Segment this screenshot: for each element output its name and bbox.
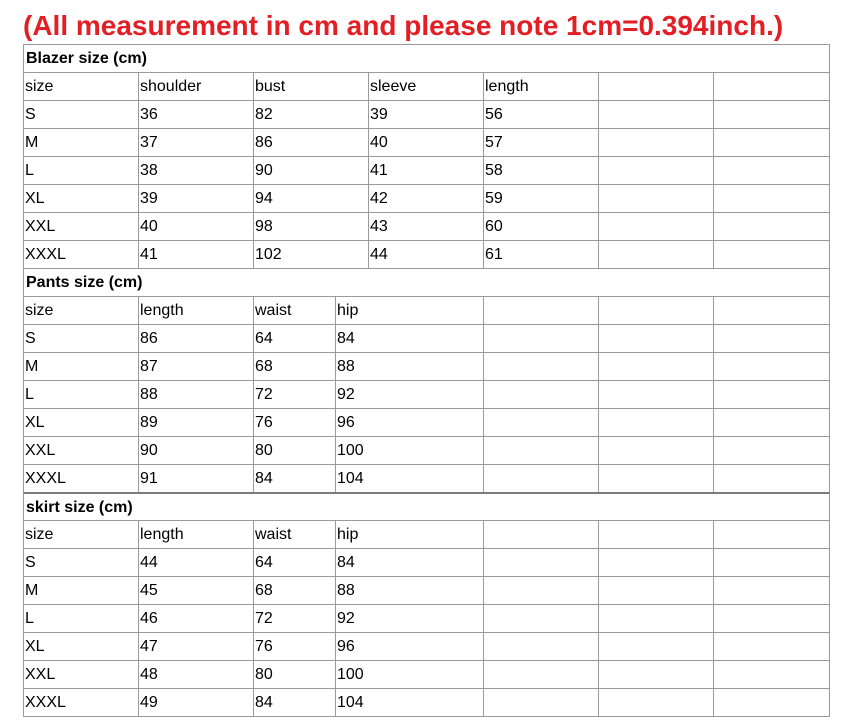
- table-cell: [598, 128, 713, 156]
- table-cell: [598, 464, 713, 492]
- table-cell: 48: [138, 660, 253, 688]
- table-cell: [713, 212, 830, 240]
- table-row: [23, 688, 830, 716]
- table-cell: 68: [253, 576, 335, 604]
- table-header-row: [23, 296, 830, 324]
- table-cell: 44: [368, 240, 483, 268]
- table-cell: [598, 408, 713, 436]
- pants-size-table: [23, 268, 830, 492]
- blazer-size-table: [23, 44, 830, 268]
- table-cell: 84: [335, 324, 483, 352]
- table-cell: 43: [368, 212, 483, 240]
- table-cell: waist: [253, 296, 335, 324]
- table-cell: 88: [335, 576, 483, 604]
- table-cell: 64: [253, 548, 335, 576]
- table-bottom-border: [23, 716, 830, 717]
- table-cell: [713, 296, 830, 324]
- table-cell: [598, 604, 713, 632]
- table-cell: 60: [483, 212, 598, 240]
- table-cell: [713, 156, 830, 184]
- table-cell: XL: [23, 184, 138, 212]
- table-cell: 104: [335, 464, 483, 492]
- table-cell: 90: [138, 436, 253, 464]
- table-header-row: [23, 520, 830, 548]
- table-row: [23, 408, 830, 436]
- table-cell: 80: [253, 660, 335, 688]
- table-cell: 76: [253, 632, 335, 660]
- table-cell: [598, 296, 713, 324]
- table-cell: size: [23, 520, 138, 548]
- table-cell: shoulder: [138, 72, 253, 100]
- table-cell: 47: [138, 632, 253, 660]
- table-cell: 40: [368, 128, 483, 156]
- table-cell: length: [483, 72, 598, 100]
- table-cell: 96: [335, 632, 483, 660]
- table-cell: [713, 548, 830, 576]
- table-cell: length: [138, 520, 253, 548]
- table-cell: [713, 464, 830, 492]
- table-cell: [598, 548, 713, 576]
- table-cell: 72: [253, 380, 335, 408]
- table-cell: 100: [335, 660, 483, 688]
- table-cell: 100: [335, 436, 483, 464]
- table-cell: [713, 660, 830, 688]
- table-cell: [598, 240, 713, 268]
- table-cell: [598, 380, 713, 408]
- table-cell: M: [23, 352, 138, 380]
- table-cell: length: [138, 296, 253, 324]
- table-cell: 89: [138, 408, 253, 436]
- table-cell: [713, 604, 830, 632]
- table-cell: [483, 324, 598, 352]
- table-row: [23, 576, 830, 604]
- table-row: [23, 660, 830, 688]
- table-cell: 39: [368, 100, 483, 128]
- table-cell: [713, 408, 830, 436]
- table-row: [23, 548, 830, 576]
- table-cell: 84: [253, 688, 335, 716]
- table-cell: 36: [138, 100, 253, 128]
- table-row: [23, 464, 830, 492]
- table-row: [23, 380, 830, 408]
- section-title: skirt size (cm): [23, 492, 830, 520]
- table-cell: [483, 464, 598, 492]
- table-cell: [713, 436, 830, 464]
- table-cell: S: [23, 548, 138, 576]
- table-cell: [713, 688, 830, 716]
- table-cell: [713, 100, 830, 128]
- section-title: Blazer size (cm): [23, 44, 830, 72]
- table-cell: [713, 240, 830, 268]
- table-row: [23, 324, 830, 352]
- table-row: [23, 184, 830, 212]
- table-cell: [598, 660, 713, 688]
- table-cell: 92: [335, 380, 483, 408]
- table-cell: [598, 576, 713, 604]
- table-cell: 94: [253, 184, 368, 212]
- table-cell: 91: [138, 464, 253, 492]
- table-cell: [713, 576, 830, 604]
- table-row: [23, 100, 830, 128]
- table-cell: [483, 688, 598, 716]
- table-cell: [483, 576, 598, 604]
- table-cell: XXL: [23, 660, 138, 688]
- table-cell: XXL: [23, 436, 138, 464]
- table-cell: 88: [138, 380, 253, 408]
- table-cell: 90: [253, 156, 368, 184]
- skirt-size-table: [23, 492, 830, 716]
- table-cell: [713, 352, 830, 380]
- table-cell: S: [23, 324, 138, 352]
- table-cell: [483, 352, 598, 380]
- table-cell: M: [23, 576, 138, 604]
- table-cell: [713, 184, 830, 212]
- table-cell: [713, 128, 830, 156]
- table-cell: 98: [253, 212, 368, 240]
- table-row: [23, 212, 830, 240]
- table-cell: 102: [253, 240, 368, 268]
- table-cell: 104: [335, 688, 483, 716]
- table-row: [23, 240, 830, 268]
- table-cell: [483, 604, 598, 632]
- table-cell: 96: [335, 408, 483, 436]
- table-cell: M: [23, 128, 138, 156]
- table-cell: [483, 380, 598, 408]
- table-cell: [598, 184, 713, 212]
- table-cell: XXL: [23, 212, 138, 240]
- table-cell: [598, 72, 713, 100]
- table-cell: XXXL: [23, 240, 138, 268]
- table-cell: 42: [368, 184, 483, 212]
- table-cell: [713, 72, 830, 100]
- section-title: Pants size (cm): [23, 268, 830, 296]
- table-cell: 68: [253, 352, 335, 380]
- table-cell: [598, 688, 713, 716]
- table-cell: 80: [253, 436, 335, 464]
- table-cell: [598, 212, 713, 240]
- table-cell: [483, 408, 598, 436]
- table-row: [23, 156, 830, 184]
- table-cell: 64: [253, 324, 335, 352]
- table-cell: [713, 380, 830, 408]
- table-cell: [598, 100, 713, 128]
- table-cell: 86: [253, 128, 368, 156]
- table-cell: 44: [138, 548, 253, 576]
- table-cell: [483, 660, 598, 688]
- table-cell: 88: [335, 352, 483, 380]
- table-cell: 84: [253, 464, 335, 492]
- table-cell: sleeve: [368, 72, 483, 100]
- table-cell: 84: [335, 548, 483, 576]
- table-cell: [598, 520, 713, 548]
- table-cell: [713, 324, 830, 352]
- table-cell: bust: [253, 72, 368, 100]
- table-cell: 92: [335, 604, 483, 632]
- table-cell: [713, 632, 830, 660]
- table-cell: [598, 436, 713, 464]
- table-cell: 61: [483, 240, 598, 268]
- table-cell: 41: [368, 156, 483, 184]
- table-cell: 72: [253, 604, 335, 632]
- table-row: [23, 128, 830, 156]
- table-cell: size: [23, 72, 138, 100]
- page-title: (All measurement in cm and please note 1cm=0.394inch.): [23, 10, 784, 41]
- table-cell: 46: [138, 604, 253, 632]
- table-cell: [483, 632, 598, 660]
- table-cell: [483, 548, 598, 576]
- table-row: [23, 436, 830, 464]
- table-cell: [483, 520, 598, 548]
- table-cell: XL: [23, 632, 138, 660]
- table-cell: waist: [253, 520, 335, 548]
- table-cell: 87: [138, 352, 253, 380]
- table-cell: [598, 632, 713, 660]
- table-row: [23, 352, 830, 380]
- table-row: [23, 604, 830, 632]
- table-cell: 40: [138, 212, 253, 240]
- table-cell: L: [23, 380, 138, 408]
- table-cell: 86: [138, 324, 253, 352]
- table-cell: 39: [138, 184, 253, 212]
- table-cell: XXXL: [23, 688, 138, 716]
- table-cell: [598, 156, 713, 184]
- size-chart-sheet: [23, 44, 830, 717]
- table-cell: S: [23, 100, 138, 128]
- table-cell: [598, 324, 713, 352]
- table-cell: 41: [138, 240, 253, 268]
- table-header-row: [23, 72, 830, 100]
- table-cell: 82: [253, 100, 368, 128]
- table-cell: L: [23, 604, 138, 632]
- table-cell: 59: [483, 184, 598, 212]
- table-cell: L: [23, 156, 138, 184]
- table-cell: 56: [483, 100, 598, 128]
- table-cell: 45: [138, 576, 253, 604]
- table-cell: [483, 296, 598, 324]
- table-cell: hip: [335, 520, 483, 548]
- table-row: [23, 632, 830, 660]
- table-cell: size: [23, 296, 138, 324]
- table-cell: 49: [138, 688, 253, 716]
- table-cell: XXXL: [23, 464, 138, 492]
- table-cell: 58: [483, 156, 598, 184]
- table-cell: 37: [138, 128, 253, 156]
- table-cell: 57: [483, 128, 598, 156]
- table-cell: [483, 436, 598, 464]
- table-cell: hip: [335, 296, 483, 324]
- table-cell: 76: [253, 408, 335, 436]
- table-cell: 38: [138, 156, 253, 184]
- table-cell: [598, 352, 713, 380]
- table-cell: XL: [23, 408, 138, 436]
- table-cell: [713, 520, 830, 548]
